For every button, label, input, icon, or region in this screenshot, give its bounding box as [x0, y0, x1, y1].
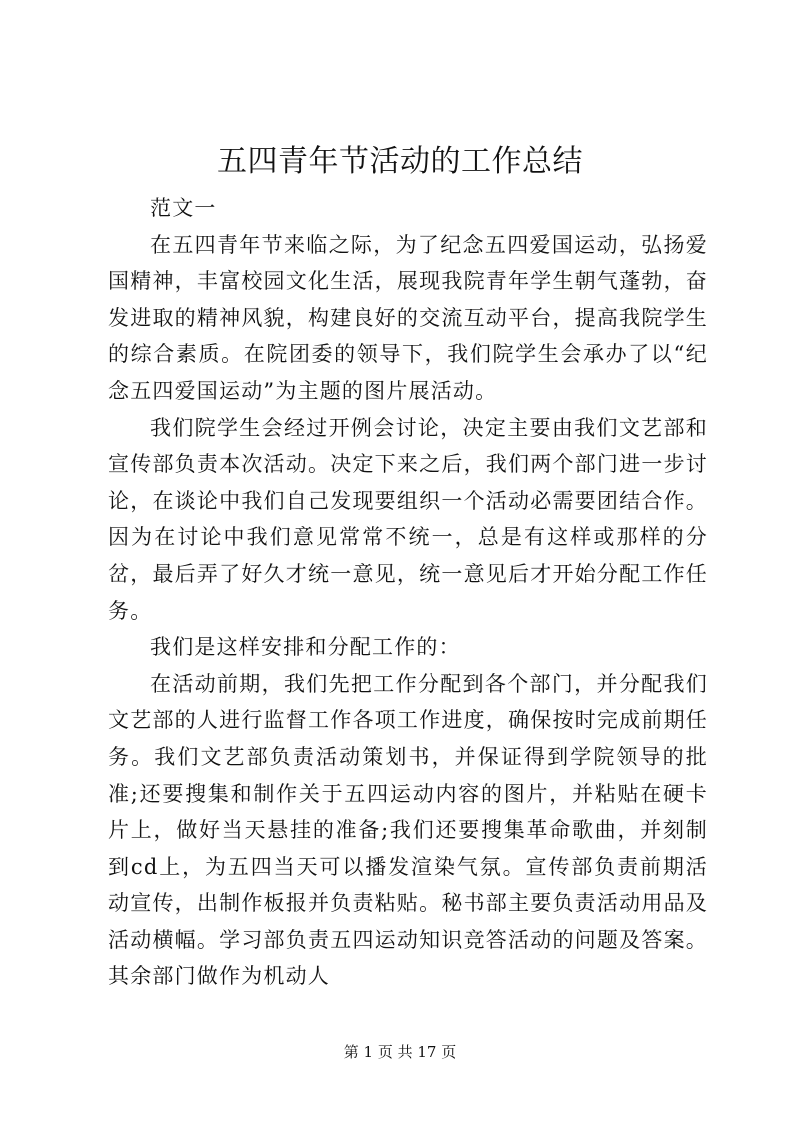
paragraph: 我们院学生会经过开例会讨论，决定主要由我们文艺部和宣传部负责本次活动。决定下来之后，我们两个部门进一步讨论，在谈论中我们自己发现要组织一个活动必需要团结合作。因为在讨论中我们意见常常不统一，总是有这样或那样的分岔，最后弄了好久才统一意见，统一意见后才开始分配工作任务。	[108, 415, 708, 623]
paragraph-heading: 范文一	[150, 196, 217, 220]
document-title: 五四青年节活动的工作总结	[217, 144, 583, 179]
paragraph: 在活动前期，我们先把工作分配到各个部门，并分配我们文艺部的人进行监督工作各项工作进度，确保按时完成前期任务。我们文艺部负责活动策划书，并保证得到学院领导的批准;还要搜集和制作关于五四运动内容的图片，并粘贴在硬卡片上，做好当天悬挂的准备;我们还要搜集革命歌曲，并刻制到cd上，为五四当天可以播发渲染气氛。宣传部负责前期活动宣传，出制作板报并负责粘贴。秘书部主要负责活动用品及活动横幅。学习部负责五四运动知识竞答活动的问题及答案。其余部门做作为机动人	[108, 671, 708, 989]
document-body	[108, 190, 708, 995]
page-number-footer: 第 1 页 共 17 页	[343, 1043, 457, 1061]
paragraph: 在五四青年节来临之际，为了纪念五四爱国运动，弘扬爱国精神，丰富校园文化生活，展现我院青年学生朝气蓬勃，奋发进取的精神风貌，构建良好的交流互动平台，提高我院学生的综合素质。在院团委的领导下，我们院学生会承办了以“纪念五四爱国运动”为主题的图片展活动。	[108, 232, 708, 403]
paragraph: 我们是这样安排和分配工作的：	[150, 635, 461, 660]
